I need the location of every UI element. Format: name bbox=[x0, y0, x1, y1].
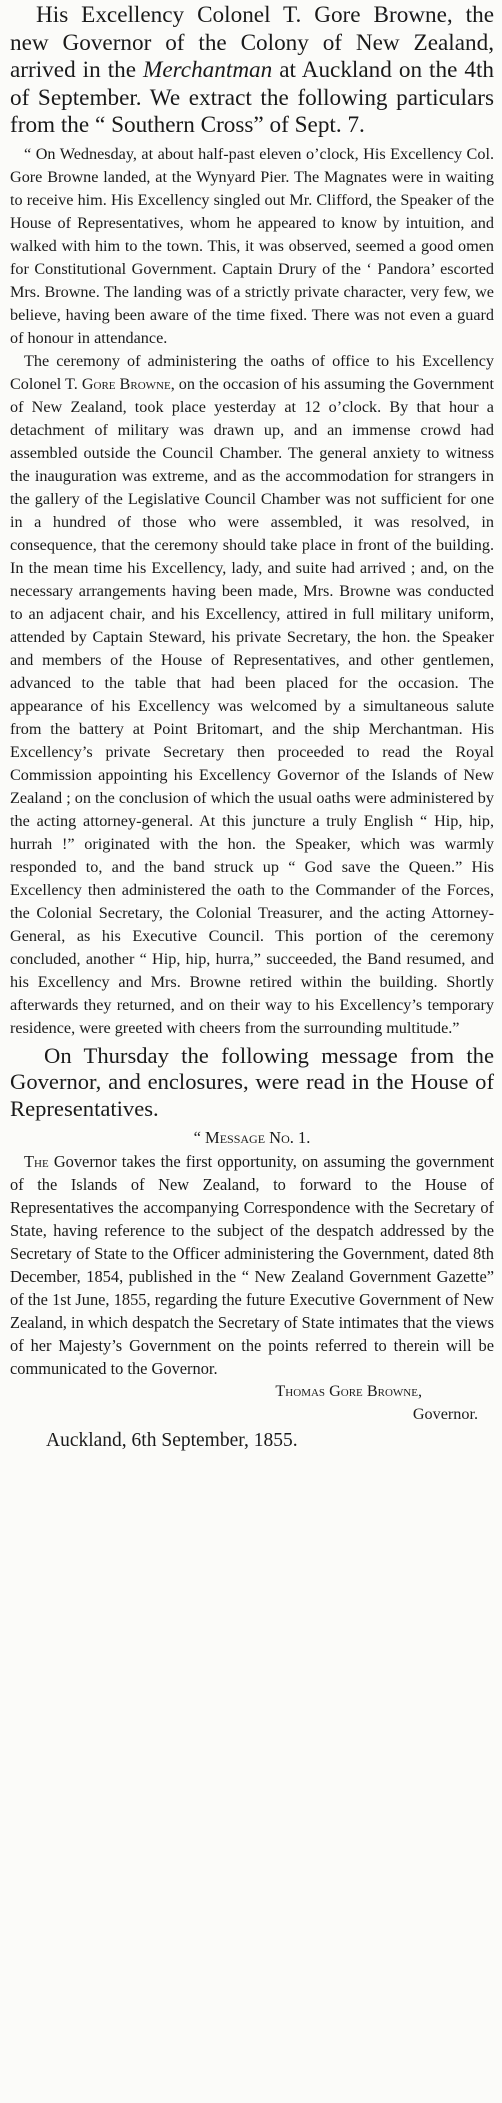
message-heading: “ Message No. 1. bbox=[193, 1128, 311, 1147]
message-lead-word: The bbox=[24, 1152, 49, 1171]
signature-name: Thomas Gore Browne, bbox=[275, 1382, 422, 1400]
ship-name: Merchantman bbox=[143, 57, 273, 83]
governor-name: Gore Browne bbox=[81, 374, 171, 393]
article-paragraph-landing: “ On Wednesday, at about half-past eleven o’clock, His Excellency Col. Gore Browne landed, at the Wynyard Pier. The Magnates were in waiting to receive him. His Excellency singled out Mr. Clifford, the Speaker of the House of Representatives, whom he appeared to know by intuition, and walked with him to the town. This, it was observed, seemed a good omen for Constitutional Government. Captain Drury of the ‘ Pandora’ escorted Mrs. Browne. The landing was of a strictly private character, very few, we believe, having been aware of the time fixed. There was not even a guard of honour in attendance. bbox=[10, 144, 494, 347]
message-paragraph bbox=[10, 1150, 494, 1380]
ceremony-text-1: The ceremony of administering the oaths of office to his Excellency Colonel T. bbox=[10, 351, 494, 393]
signature-title: Governor. bbox=[412, 1405, 478, 1423]
dateline: Auckland, 6th September, 1855. bbox=[46, 1430, 298, 1451]
article-paragraph-ceremony bbox=[10, 350, 494, 1040]
ceremony-text-2: , on the occasion of his assuming the Government of New Zealand, took place yesterday at 12 o’clock. By that hour a detachment of military was drawn up, and an immense crowd had assembled outside the Council Chamber. The general anxiety to witness the inauguration was extreme, and as the accommodation for strangers in the gallery of the Legislative Council Chamber was not sufficient for one in a hundred of those who were assembled, it was resolved, in consequence, that the ceremony should take place in front of the building. In the mean time his Excellency, lady, and suite had arrived ; and, on the necessary arrangements having been made, Mrs. Browne was conducted to an adjacent chair, and his Excellency, attired in full military uniform, attended by Captain Steward, his private Secretary, the hon. the Speaker and members of the House of Representatives, and other gentlemen, advanced to the table that had been placed for the occasion. The appearance of his Excellency was welcomed by a simultaneous salute from the battery at Point Britomart, and the ship Merchantman. His Excellency’s private Secretary then proceeded to read the Royal Commission appointing his Excellency Governor of the Islands of New Zealand ; on the conclusion of which the usual oaths were administered by the acting attorney-general. At this juncture a truly English “ Hip, hip, hurrah !” originated with the hon. the Speaker, which was warmly responded to, and the band struck up “ God save the Queen.” His Excellency then administered the oath to the Commander of the Forces, the Colonial Secretary, the Colonial Treasurer, and the acting Attorney-General, as his Executive Council. This portion of the ceremony concluded, another “ Hip, hip, hurra,” succeeded, the Band resumed, and his Excellency and Mrs. Browne retired within the building. Shortly afterwards they returned, and on their way to his Excellency’s temporary residence, were greeted with cheers from the surrounding multitude.” bbox=[10, 374, 494, 1037]
message-body: Governor takes the first opportunity, on assuming the government of the Islands of New Zealand, to forward to the House of Representatives the accompanying Correspondence with the Secretary of State, having reference to the subject of the despatch addressed by the Secretary of State to the Officer administering the Government, dated 8th December, 1854, published in the “ New Zealand Government Gazette” of the 1st June, 1855, regarding the future Executive Government of New Zealand, in which despatch the Secretary of State intimates that the views of her Majesty’s Government on the points referred to therein will be communicated to the Governor. bbox=[10, 1152, 494, 1378]
intro-text-2: at Auckland on the 4th of September. We extract the following particulars from the “ Southern Cross” of Sept. 7. bbox=[10, 57, 494, 138]
intro-text-1: His Excellency Colonel T. Gore Browne, the new Governor of the Colony of New Zealand, arrived in the bbox=[10, 2, 494, 83]
intro-paragraph bbox=[10, 2, 494, 140]
thursday-paragraph: On Thursday the following message from the Governor, and enclosures, were read in the House of Representatives. bbox=[10, 1042, 494, 1121]
